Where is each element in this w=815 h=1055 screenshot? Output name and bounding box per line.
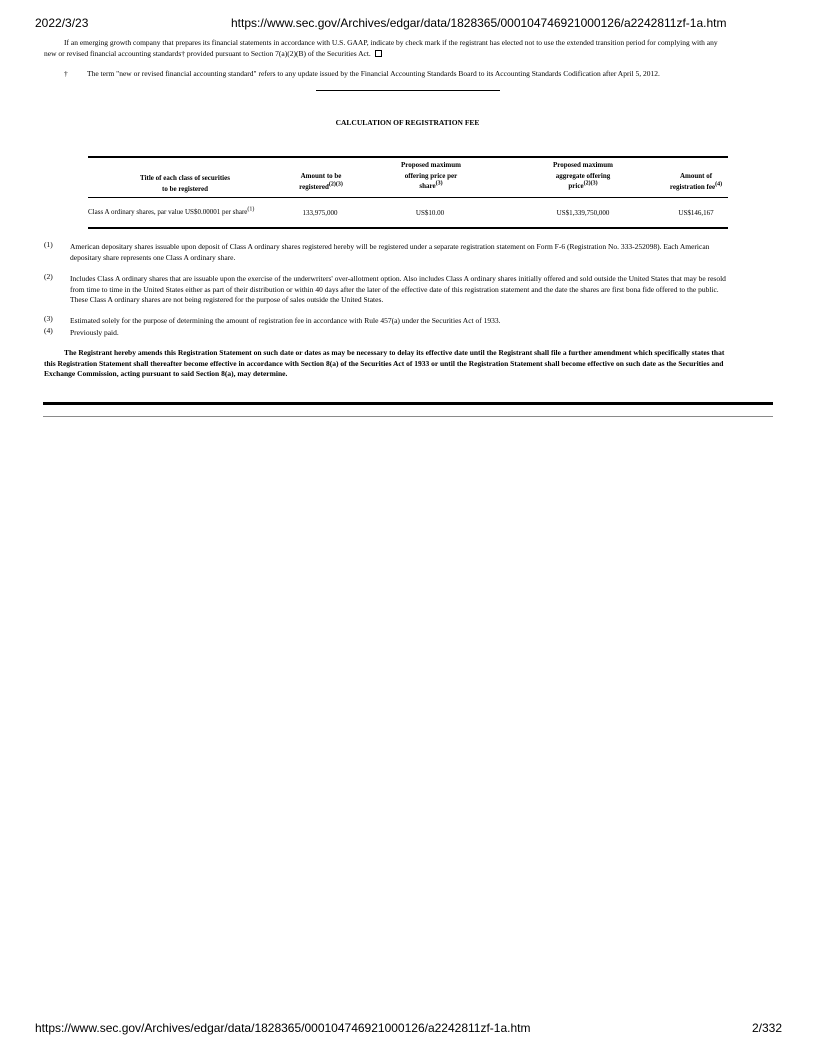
row-fee: US$146,167	[678, 209, 714, 217]
egc-checkbox[interactable]	[375, 50, 382, 57]
footnote-2-line-1: Includes Class A ordinary shares that are issuable upon the exercise of the underwriters' over-allotment option. Also includes Class A ordinary shares initially offered and sold outside the United States that may be resold	[70, 274, 726, 283]
egc-line-1: If an emerging growth company that prepares its financial statements in accordance with U.S. GAAP, indicate by check mark if the registrant has elected not to use the extended transition period for complying with any	[64, 38, 718, 47]
intro-divider	[316, 90, 500, 91]
header-title-line-2: to be registered	[161, 184, 208, 193]
footnote-1-number: (1)	[44, 240, 53, 249]
row-aggregate: US$1,339,750,000	[556, 209, 610, 217]
header-amount-line-2	[276, 182, 366, 193]
header-price-footnote-ref: (3)	[435, 180, 443, 187]
header-price-text: share	[419, 182, 436, 190]
header-agg-line-3	[528, 181, 638, 192]
header-price-line-1: Proposed maximum	[401, 161, 461, 169]
delaying-line-2: this Registration Statement shall thereafter become effective in accordance with Section 8(a) of the Securities Act of 1933 or until the Registration Statement shall become effective on such date as the Securities and	[44, 358, 724, 368]
table-header-rule	[88, 197, 728, 198]
header-price-line-2: offering price per	[404, 171, 458, 180]
header-price-per-share	[376, 160, 486, 192]
header-aggregate-price	[528, 160, 638, 192]
header-fee-text: registration fee	[669, 182, 716, 191]
footnote-1	[70, 242, 775, 263]
header-amount-line-1: Amount to be	[300, 172, 342, 180]
footnote-2-line-2: from time to time in the United States either as part of their distribution or within 40 days after the later of the effective date of this registration statement and the date the shares are first bona fide offered to the public.	[70, 284, 719, 294]
print-url-header: https://www.sec.gov/Archives/edgar/data/1828365/000104746921000126/a2242811zf-1a.htm	[231, 16, 727, 30]
row-amount: 133,975,000	[302, 209, 338, 217]
row-title	[88, 207, 254, 217]
header-title-of-class	[110, 173, 260, 194]
footnote-1-line-1: American depositary shares issuable upon deposit of Class A ordinary shares registered hereby will be registered under a separate registration statement on Form F-6 (Registration No. 333-252098). Each American	[70, 242, 710, 251]
page-end-thin-rule	[43, 416, 773, 417]
footnote-3: Estimated solely for the purpose of determining the amount of registration fee in accordance with Rule 457(a) under the Securities Act of 1933.	[70, 316, 501, 325]
header-amount	[276, 171, 366, 192]
footnote-3-number: (3)	[44, 314, 53, 323]
egc-line-2-text: new or revised financial accounting standards† provided pursuant to Section 7(a)(2)(B) of the Securities Act.	[44, 48, 371, 58]
delaying-amendment	[44, 348, 774, 380]
page-end-thick-rule	[43, 402, 773, 405]
print-url-footer: https://www.sec.gov/Archives/edgar/data/1828365/000104746921000126/a2242811zf-1a.htm	[35, 1021, 531, 1035]
print-date: 2022/3/23	[35, 16, 89, 30]
header-agg-line-1: Proposed maximum	[553, 161, 613, 169]
header-amount-text: registered	[299, 182, 329, 191]
egc-paragraph	[44, 38, 774, 59]
header-price-line-3	[376, 181, 486, 192]
header-fee-line-1: Amount of	[679, 172, 713, 180]
row-price: US$10.00	[415, 209, 445, 217]
row-title-text: Class A ordinary shares, par value US$0.00001 per share	[88, 208, 248, 216]
header-amount-footnote-ref: (2)(3)	[328, 181, 343, 188]
dagger-mark: †	[64, 69, 68, 78]
header-agg-footnote-ref: (2)(3)	[583, 180, 598, 187]
dagger-note: The term "new or revised financial accounting standard" refers to any update issued by the Financial Accounting Standards Board to its Accounting Standards Codification after April 5, 2012.	[87, 69, 660, 78]
row-title-footnote-ref: (1)	[247, 206, 255, 213]
fee-table-title: CALCULATION OF REGISTRATION FEE	[335, 118, 480, 127]
footnote-2-line-3: These Class A ordinary shares are not being registered for the purpose of sales outside the United States.	[70, 295, 384, 304]
delaying-line-1: The Registrant hereby amends this Registration Statement on such date or dates as may be necessary to delay its effective date until the Registrant shall file a further amendment which specifically states that	[64, 348, 725, 357]
header-fee-footnote-ref: (4)	[715, 181, 723, 188]
table-top-rule	[88, 156, 728, 158]
header-title-line-1: Title of each class of securities	[140, 174, 230, 182]
footnote-4-number: (4)	[44, 326, 53, 335]
header-agg-text: price	[568, 182, 584, 190]
print-page-number: 2/332	[752, 1021, 783, 1035]
header-agg-line-2: aggregate offering	[555, 171, 611, 180]
delaying-line-3: Exchange Commission, acting pursuant to said Section 8(a), may determine.	[44, 369, 288, 378]
egc-line-2	[44, 49, 774, 60]
footnote-1-line-2: depositary share represents one Class A ordinary share.	[70, 252, 236, 262]
table-bottom-rule	[88, 227, 728, 229]
header-fee-line-2	[656, 182, 736, 193]
header-registration-fee	[656, 171, 736, 192]
footnote-2-number: (2)	[44, 272, 53, 281]
footnote-2	[70, 274, 775, 306]
footnote-4: Previously paid.	[70, 328, 119, 337]
